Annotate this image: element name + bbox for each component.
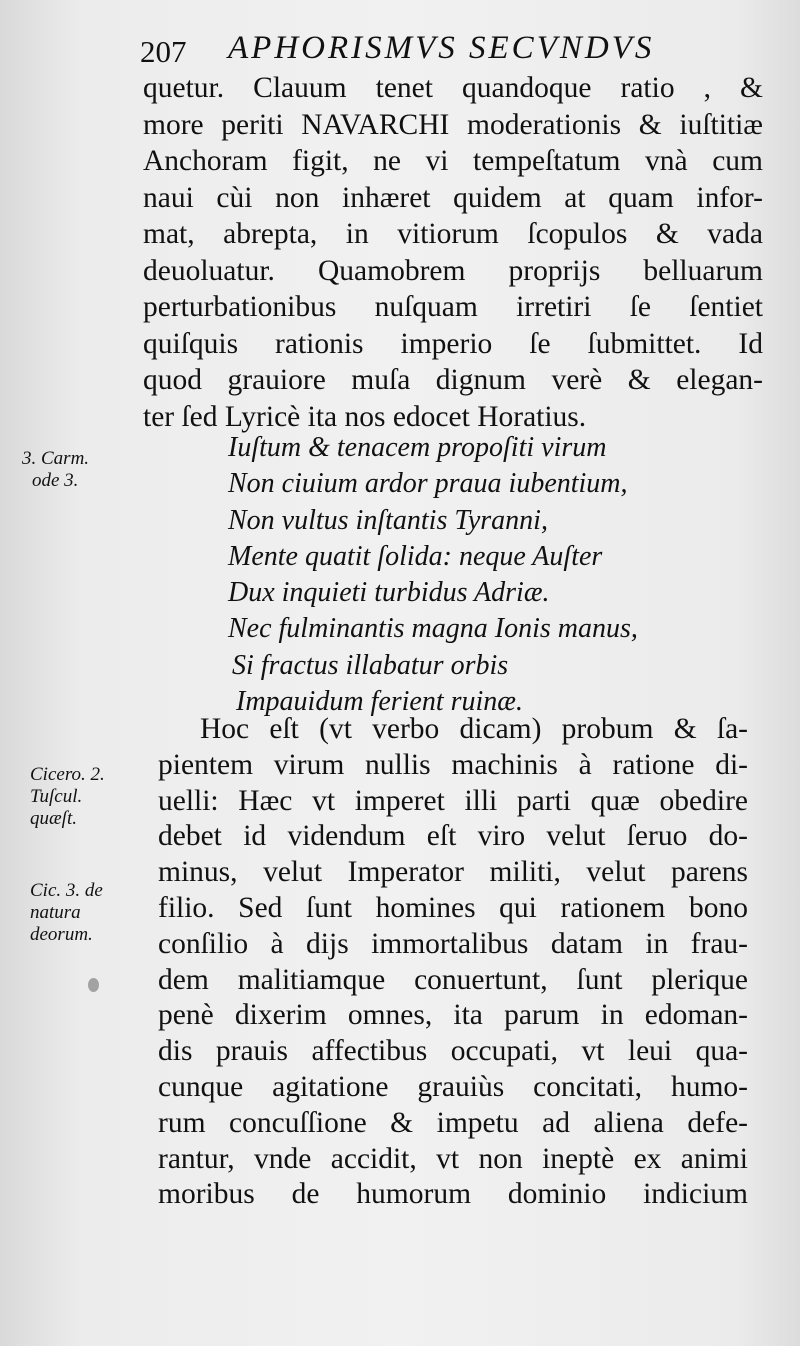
text-line: minus, velut Imperator militi, velut parens [158,856,748,889]
verse-quotation [228,430,748,720]
running-title: APHORISMVS SECVNDVS [228,30,655,66]
margin-note-line: 3. Carm. [22,448,90,469]
text-line: rantur, vnde accidit, vt non ineptè ex animi [158,1142,748,1175]
text-line: mat, abrepta, in vitiorum ſcopulos & vada [143,218,763,250]
verse-line: Non ciuium ardor praua iubentium, [228,468,628,500]
verse-line: Mente quatit ſolida: neque Auſter [228,540,603,572]
text-line: Anchoram figit, ne vi tempeſtatum vnà cum [143,145,763,177]
margin-note-line: Tuſcul. [30,786,83,807]
text-block-2 [158,712,748,1213]
ink-blot [88,978,99,992]
text-line: dem malitiamque conuertunt, ſunt plerique [158,963,748,996]
margin-note-carm [22,448,89,492]
text-line: moribus de humorum dominio indicium [158,1178,748,1211]
verse-line: Si fractus illabatur orbis [232,649,509,681]
text-line: pientem virum nullis machinis à ratione di- [158,748,748,781]
verse-line: Nec fulminantis magna Ionis manus, [228,613,638,645]
text-line: uelli: Hæc vt imperet illi parti quæ obedire [158,784,748,817]
text-line: perturbationibus nuſquam irretiri ſe ſentiet [143,291,763,323]
margin-note-line: Cicero. 2. [30,764,105,785]
verse-line: Non vultus inſtantis Tyranni, [228,504,548,536]
margin-note-cicero [30,764,105,830]
margin-note-line: quæſt. [30,808,77,829]
margin-note-line: deorum. [30,924,93,945]
text-line: conſilio à dijs immortalibus datam in frau- [158,927,748,960]
margin-note-line: natura [30,902,81,923]
text-line: debet id videndum eſt viro velut ſeruo do- [158,820,748,853]
margin-note-cic [30,880,103,946]
text-line: rum concuſſione & impetu ad aliena defe- [158,1106,748,1139]
verse-line: Impauidum ferient ruinæ. [236,686,523,718]
margin-note-line: Cic. 3. de [30,880,103,901]
text-line: quiſquis rationis imperio ſe ſubmittet. Id [143,327,763,360]
text-line: quetur. Clauum tenet quandoque ratio , & [143,72,763,104]
text-line: deuoluatur. Quamobrem proprijs belluarum [143,254,763,287]
page-number: 207 [140,34,187,69]
text-line: cunque agitatione grauiùs concitati, humo- [158,1070,748,1103]
text-line: Hoc eſt (vt verbo dicam) probum & ſa- [200,713,748,745]
text-line: penè dixerim omnes, ita parum in edoman- [158,999,748,1032]
margin-note-line: ode 3. [32,470,79,491]
text-line: naui cùi non inhæret quidem at quam infor- [143,181,763,214]
text-line: quod grauiore muſa dignum verè & elegan- [143,364,763,396]
text-line: ter ſed Lyricè ita nos edocet Horatius. [143,400,587,433]
text-line: filio. Sed ſunt homines qui rationem bono [158,891,748,924]
verse-line: Iuſtum & tenacem propoſiti virum [228,432,607,463]
text-line: more periti NAVARCHI moderationis & iuſtitiæ [143,108,763,141]
text-line: dis prauis affectibus occupati, vt leui qua- [158,1035,748,1068]
verse-line: Dux inquieti turbidus Adriæ. [228,577,550,609]
text-block-1 [143,70,763,435]
